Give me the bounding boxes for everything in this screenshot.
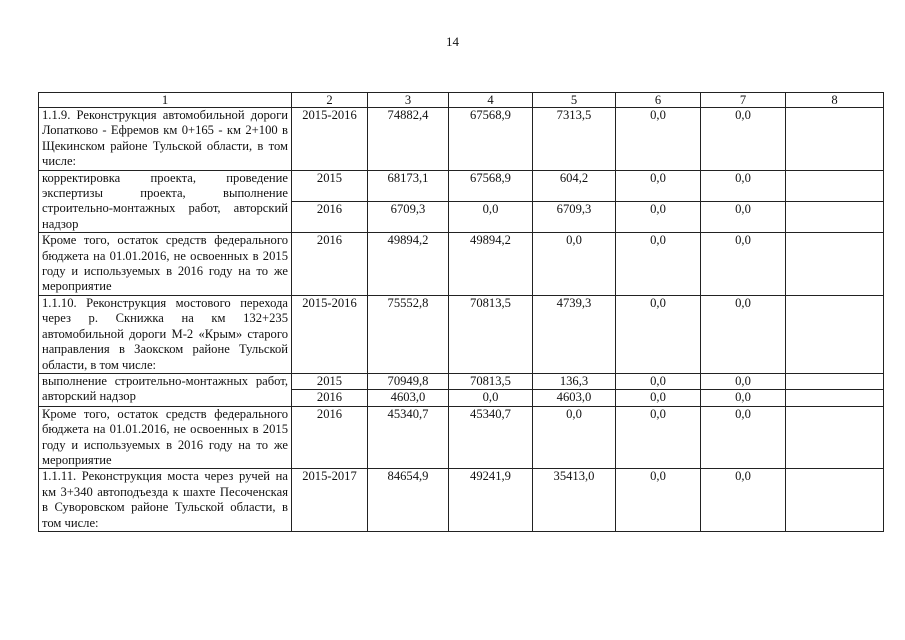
value-cell-8 (786, 373, 884, 389)
value-cell-3: 6709,3 (368, 201, 449, 232)
value-cell-3: 4603,0 (368, 390, 449, 406)
value-cell-8 (786, 201, 884, 232)
value-cell-5: 7313,5 (533, 108, 616, 171)
value-cell-5: 136,3 (533, 373, 616, 389)
description-cell: корректировка проекта, проведение экспертизы проекта, выполнение строительно-монтажных работ, авторский надзор (39, 170, 292, 233)
value-cell-4: 45340,7 (449, 406, 533, 469)
period-cell: 2016 (292, 233, 368, 296)
value-cell-4: 67568,9 (449, 170, 533, 201)
period-cell: 2016 (292, 201, 368, 232)
table-row (39, 170, 884, 201)
value-cell-7: 0,0 (701, 170, 786, 201)
header-cell: 7 (701, 93, 786, 108)
value-cell-7: 0,0 (701, 390, 786, 406)
table-row (39, 406, 884, 469)
period-cell: 2016 (292, 406, 368, 469)
period-cell: 2015-2016 (292, 108, 368, 171)
description-cell: Кроме того, остаток средств федерального бюджета на 01.01.2016, не освоенных в 2015 году и используемых в 2016 году на то же мероприятие (39, 233, 292, 296)
value-cell-6: 0,0 (616, 108, 701, 171)
value-cell-4: 0,0 (449, 201, 533, 232)
value-cell-7: 0,0 (701, 201, 786, 232)
description-cell: выполнение строительно-монтажных работ, авторский надзор (39, 373, 292, 406)
value-cell-6: 0,0 (616, 406, 701, 469)
value-cell-5: 35413,0 (533, 469, 616, 532)
table-row (39, 295, 884, 373)
value-cell-6: 0,0 (616, 390, 701, 406)
table-row (39, 469, 884, 532)
period-cell: 2015 (292, 170, 368, 201)
value-cell-8 (786, 108, 884, 171)
description-cell: Кроме того, остаток средств федерального бюджета на 01.01.2016, не освоенных в 2015 году и используемых в 2016 году на то же мероприятие (39, 406, 292, 469)
value-cell-4: 49894,2 (449, 233, 533, 296)
value-cell-8 (786, 170, 884, 201)
description-cell: 1.1.11. Реконструкция моста через ручей на км 3+340 автоподъезда к шахте Песоченская в Суворовском районе Тульской области, в том числе: (39, 469, 292, 532)
value-cell-4: 70813,5 (449, 373, 533, 389)
value-cell-3: 70949,8 (368, 373, 449, 389)
value-cell-8 (786, 390, 884, 406)
value-cell-6: 0,0 (616, 469, 701, 532)
header-cell: 5 (533, 93, 616, 108)
value-cell-8 (786, 469, 884, 532)
budget-table (38, 92, 884, 532)
value-cell-7: 0,0 (701, 295, 786, 373)
value-cell-3: 75552,8 (368, 295, 449, 373)
period-cell: 2016 (292, 390, 368, 406)
value-cell-6: 0,0 (616, 170, 701, 201)
value-cell-5: 4603,0 (533, 390, 616, 406)
header-cell: 1 (39, 93, 292, 108)
value-cell-8 (786, 295, 884, 373)
value-cell-7: 0,0 (701, 406, 786, 469)
period-cell: 2015 (292, 373, 368, 389)
value-cell-5: 0,0 (533, 233, 616, 296)
value-cell-6: 0,0 (616, 373, 701, 389)
value-cell-6: 0,0 (616, 233, 701, 296)
value-cell-3: 49894,2 (368, 233, 449, 296)
value-cell-8 (786, 406, 884, 469)
header-cell: 8 (786, 93, 884, 108)
table-row (39, 373, 884, 389)
value-cell-6: 0,0 (616, 201, 701, 232)
table-row (39, 108, 884, 171)
value-cell-4: 70813,5 (449, 295, 533, 373)
value-cell-7: 0,0 (701, 373, 786, 389)
value-cell-7: 0,0 (701, 469, 786, 532)
value-cell-8 (786, 233, 884, 296)
header-cell: 3 (368, 93, 449, 108)
header-cell: 2 (292, 93, 368, 108)
header-cell: 4 (449, 93, 533, 108)
value-cell-4: 49241,9 (449, 469, 533, 532)
value-cell-5: 4739,3 (533, 295, 616, 373)
value-cell-5: 0,0 (533, 406, 616, 469)
description-cell: 1.1.10. Реконструкция мостового перехода через р. Скнижка на км 132+235 автомобильной дороги М-2 «Крым» старого направления в Заокском районе Тульской области, в том числе: (39, 295, 292, 373)
header-cell: 6 (616, 93, 701, 108)
value-cell-3: 74882,4 (368, 108, 449, 171)
period-cell: 2015-2017 (292, 469, 368, 532)
description-cell: 1.1.9. Реконструкция автомобильной дороги Лопатково - Ефремов км 0+165 - км 2+100 в Щекинском районе Тульской области, в том числе: (39, 108, 292, 171)
table-header-row (39, 93, 884, 108)
value-cell-5: 604,2 (533, 170, 616, 201)
value-cell-4: 0,0 (449, 390, 533, 406)
table-row (39, 233, 884, 296)
value-cell-3: 84654,9 (368, 469, 449, 532)
value-cell-4: 67568,9 (449, 108, 533, 171)
value-cell-7: 0,0 (701, 233, 786, 296)
page-number: 14 (446, 34, 459, 49)
period-cell: 2015-2016 (292, 295, 368, 373)
value-cell-3: 45340,7 (368, 406, 449, 469)
value-cell-7: 0,0 (701, 108, 786, 171)
value-cell-6: 0,0 (616, 295, 701, 373)
value-cell-3: 68173,1 (368, 170, 449, 201)
value-cell-5: 6709,3 (533, 201, 616, 232)
